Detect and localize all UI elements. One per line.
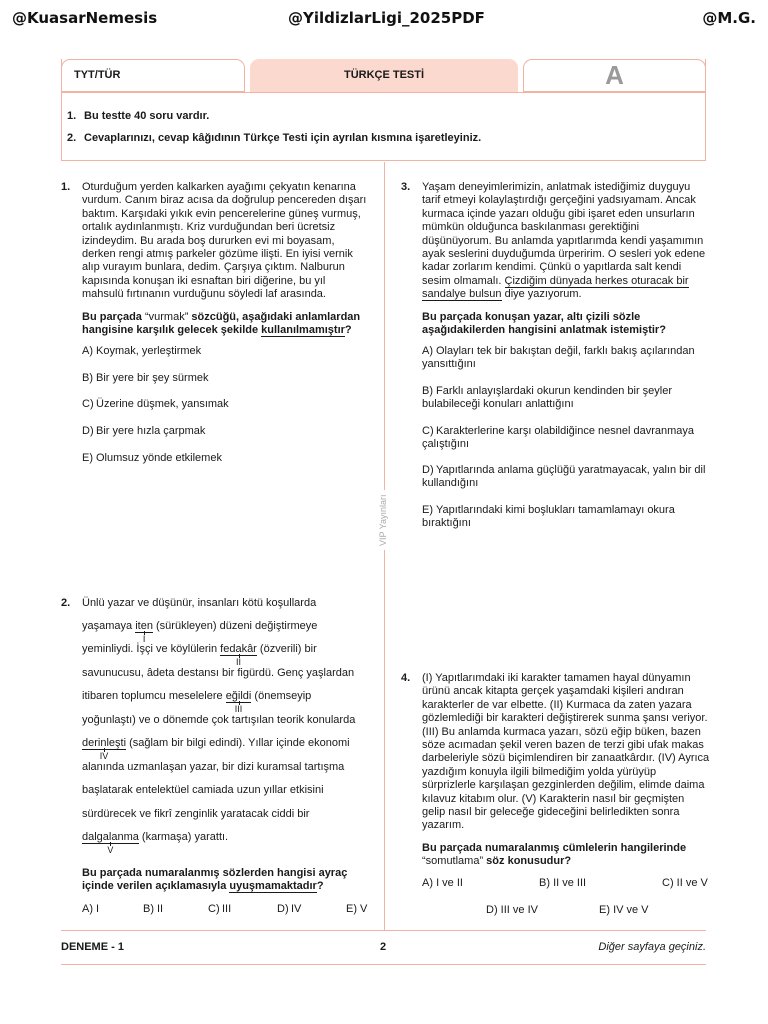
handle-center: @YildizlarLigi_2025PDF: [288, 9, 485, 27]
header-divider: [61, 92, 706, 93]
instruction-item: 1. Bu testte 40 soru vardır.: [67, 110, 210, 122]
passage-line: başlatarak entelektüel camiada uzun yıllar etkisini: [82, 784, 324, 796]
numbered-word: dalgalanma V: [82, 831, 139, 855]
answer-option[interactable]: E) Olumsuz yönde etkilemek: [82, 452, 222, 464]
numbered-word: eğildi III: [225, 690, 252, 714]
answer-option[interactable]: E) Yapıtlarındaki kimi boşlukları tamamlamayı okura bıraktığını: [422, 504, 675, 530]
publisher-side-label: VIP Yayınları: [378, 490, 388, 550]
answer-option[interactable]: D) IV: [277, 903, 302, 915]
passage-line: yeminliydi. İşçi ve köylülerin fedakâr II (özverili) bir: [82, 643, 317, 667]
footer-rule-bottom: [61, 964, 706, 965]
booklet-letter: A: [605, 60, 624, 90]
question-stem: Bu parçada “vurmak” sözcüğü, aşağıdaki anlamlardan hangisine karşılık gelecek şekilde kullanılmamıştır?: [82, 311, 361, 337]
answer-option[interactable]: B) II: [143, 903, 164, 915]
test-title: TÜRKÇE TESTİ: [250, 59, 518, 92]
answer-option[interactable]: D) Yapıtlarında anlama güçlüğü yaratmayacak, yalın bir dil kullandığını: [422, 464, 706, 490]
question-stem: Bu parçada numaralanmış cümlelerin hangilerinde “somutlama” söz konusudur?: [422, 842, 687, 868]
question-number: 3.: [401, 181, 411, 193]
numbered-word: fedakâr II: [220, 643, 257, 667]
question-passage: Oturduğum yerden kalkarken ayağımı çekyatın kenarına vurdum. Canım biraz acısa da doğrulup pencereden dışarı baktım. Karşıdaki yıkık evin pencerelerine güneş vurmuş, ortalık aydınlanmıştı. Kriz vurduğundan beri ücretsiz izindeydim. Bu arada boş dururken evi mi boyasam, derken rengi atmış parkeler gözüme ilişti. En iyisi vernik alıp vurayım bunlara, dedim. Çarşıya çıktım. Nalburun kapısında konuşan iki esnaftan biri diğerine, bu yıl mahsulü fırtınanın vurduğunu söyledi laf arasında.: [82, 181, 367, 301]
question-number: 1.: [61, 181, 71, 193]
watermark-handles: [0, 9, 768, 29]
passage-line: alanında uzmanlaşan yazar, bir dizi kuramsal tartışma: [82, 761, 345, 773]
numbered-word: derinleşti IV: [82, 737, 127, 761]
numbered-word: iten I: [135, 620, 153, 644]
instruction-item: 2. Cevaplarınızı, cevap kâğıdının Türkçe Testi için ayrılan kısmına işaretleyiniz.: [67, 132, 482, 144]
passage-line: derinleşti IV (sağlam bir bilgi edindi). Yıllar içinde ekonomi: [82, 737, 350, 761]
question-number: 2.: [61, 597, 71, 609]
section-label: TYT/TÜR: [61, 59, 245, 92]
passage-line: yaşamaya iten I (sürükleyen) düzeni değiştirmeye: [82, 620, 318, 644]
answer-option[interactable]: A) Koymak, yerleştirmek: [82, 345, 202, 357]
exam-name: DENEME - 1: [61, 941, 124, 953]
answer-option[interactable]: D) Bir yere hızla çarpmak: [82, 425, 206, 437]
passage-line: itibaren toplumcu meselelere eğildi III (önemseyip: [82, 690, 312, 714]
answer-option[interactable]: A) I: [82, 903, 100, 915]
question-number: 4.: [401, 672, 411, 684]
booklet-type: [523, 59, 706, 92]
handle-left: @KuasarNemesis: [12, 9, 158, 27]
passage-line: sürdürecek ve fikrî zenginlik yaratacak ciddi bir: [82, 808, 310, 820]
question-stem: Bu parçada konuşan yazar, altı çizili sözle aşağıdakilerden hangisini anlatmak istemiştir?: [422, 311, 666, 337]
question-stem: Bu parçada numaralanmış sözlerden hangisi ayraç içinde verilen açıklamasıyla uyuşmamaktadır?: [82, 867, 348, 893]
answer-option[interactable]: C) Üzerine düşmek, yansımak: [82, 398, 229, 410]
answer-option[interactable]: B) Bir yere bir şey sürmek: [82, 372, 209, 384]
answer-option[interactable]: A) Olayları tek bir bakıştan değil, farklı bakış açılarından yansıttığını: [422, 345, 695, 371]
question-passage: Yaşam deneyimlerimizin, anlatmak istediğimiz duyguyu tarif etmeyi kolaylaştırdığı gerçeğini yadsıyamam. Ancak kurmaca içinde yazarı olduğu gibi işaret eden unsurların mümkün olduğunca baskılanması gerektiğini düşünüyorum. Bu anlamda yapıtlarımda kendi yaşamımın ayak seslerini duyduğumda ürperirim. O sesleri yok edene kadar zorlarım kendimi. Çünkü o yapıtlarda salt kendi sesim olmamalı. Çizdiğim dünyada herkes oturacak bir sandalye bulsun diye yazıyorum.: [422, 181, 706, 301]
answer-option[interactable]: C) II ve V: [662, 877, 708, 889]
answer-option[interactable]: C) Karakterlerine karşı olabildiğince nesnel davranmaya çalıştığını: [422, 425, 695, 451]
answer-option[interactable]: E) V: [346, 903, 368, 915]
answer-option[interactable]: B) Farklı anlayışlardaki okurun kendinden bir şeyler bulabileceği konuları anlattığını: [422, 385, 673, 411]
answer-option[interactable]: B) II ve III: [539, 877, 587, 889]
answer-option[interactable]: C) III: [208, 903, 232, 915]
passage-line: dalgalanma V (karmaşa) yarattı.: [82, 831, 229, 855]
answer-option[interactable]: A) I ve II: [422, 877, 463, 889]
question-passage: (I) Yapıtlarımdaki iki karakter tamamen hayal dünyamın ürünü ancak kitapta gerçek yaşamdaki kişileri andıran karakterler de var elbette. (II) Kurmaca da zaten yazara gözlemlediği bir karakteri değiştirerek sunma şansı veriyor. (III) Bu anlamda kurmaca yazarı, sözü eğip büken, bazen söze acımadan şekil veren bazen de terzi gibi ufak makas darbeleriyle sözü biçimlendiren bir zanaatkârdır. (IV) Ayrıca yazdığım konuyla ilgili bilmediğim yolda yürüyüp sürprizlerle karşılaşan gezginlerden değilim, elimde daima kılavuz kitabım olur. (V) Karakterin nasıl bir geçmişten gelip nasıl bir geleceğe gideceğini belirledikten sonra yazarım.: [422, 672, 710, 832]
answer-option[interactable]: D) III ve IV: [486, 904, 538, 916]
answer-option[interactable]: E) IV ve V: [599, 904, 649, 916]
passage-line: yoğunlaştı) ve o dönemde çok tartışılan teorik konularda: [82, 714, 356, 726]
next-page-note: Diğer sayfaya geçiniz.: [598, 941, 706, 953]
page-number: 2: [380, 941, 387, 953]
footer-rule-top: [61, 930, 706, 931]
passage-line: Ünlü yazar ve düşünür, insanları kötü koşullarda: [82, 597, 317, 609]
handle-right: @M.G.: [702, 9, 756, 27]
passage-line: savunucusu, âdeta destansı bir figürdü. Genç yaşlardan: [82, 667, 355, 679]
